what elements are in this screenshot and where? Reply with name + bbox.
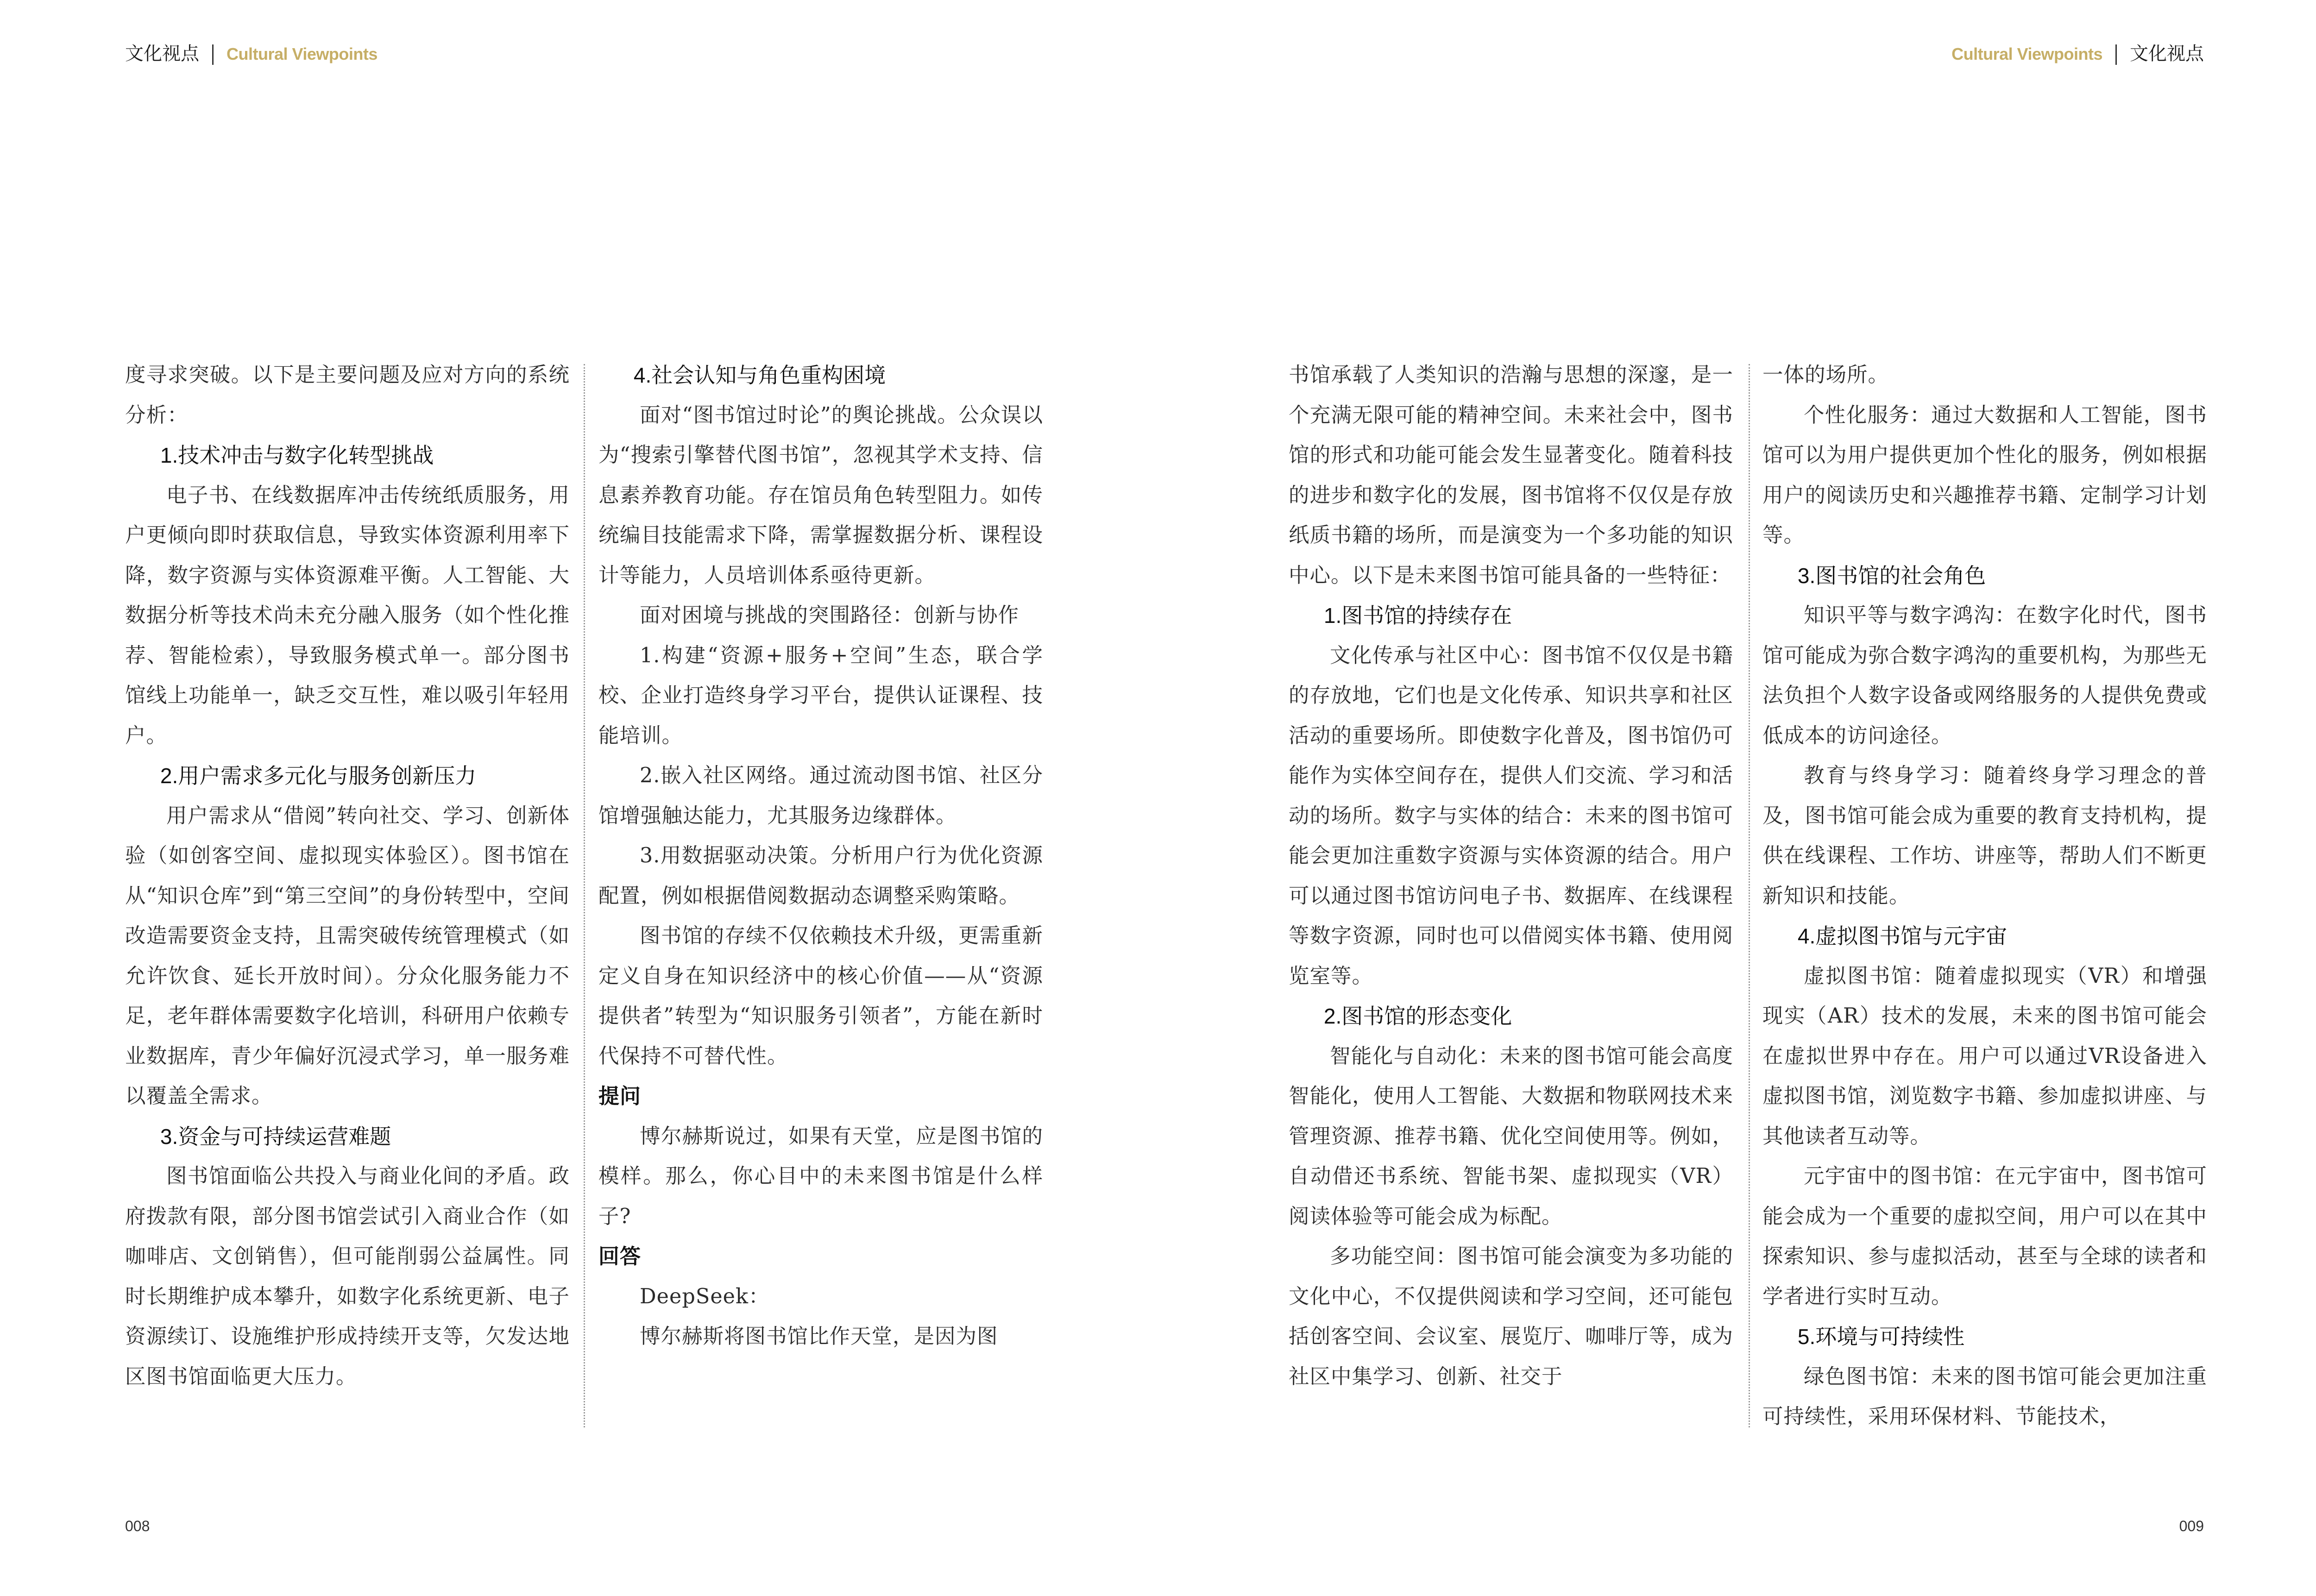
header-separator: [212, 44, 214, 65]
section-heading: 4.虚拟图书馆与元宇宙: [1797, 924, 2008, 948]
text-column-1: [125, 355, 570, 1397]
text-column-4: [1762, 355, 2207, 1437]
section-heading: 1.技术冲击与数字化转型挑战: [160, 443, 434, 467]
paragraph: 1.构建“资源+服务+空间”生态，联合学校、企业打造终身学习平台，提供认证课程、技能培训。: [598, 643, 1043, 748]
paragraph: 度寻求突破。以下是主要问题及应对方向的系统分析：: [125, 363, 570, 427]
paragraph: 绿色图书馆：未来的图书馆可能会更加注重可持续性，采用环保材料、节能技术，: [1762, 1364, 2207, 1428]
section-heading: 3.资金与可持续运营难题: [160, 1124, 391, 1149]
paragraph: 虚拟图书馆：随着虚拟现实（VR）和增强现实（AR）技术的发展，未来的图书馆可能会在虚拟世界中存在。用户可以通过VR设备进入虚拟图书馆，浏览数字书籍、参加虚拟讲座、与其他读者互动等。: [1762, 964, 2207, 1148]
paragraph: 教育与终身学习：随着终身学习理念的普及，图书馆可能会成为重要的教育支持机构，提供在线课程、工作坊、讲座等，帮助人们不断更新知识和技能。: [1762, 764, 2207, 908]
answer-text: 博尔赫斯将图书馆比作天堂，是因为图: [640, 1325, 998, 1348]
answer-author: DeepSeek：: [640, 1284, 770, 1308]
header-separator: [2115, 44, 2117, 65]
running-header-right: [1951, 40, 2204, 68]
paragraph: 2.嵌入社区网络。通过流动图书馆、社区分馆增强触达能力，尤其服务边缘群体。: [598, 764, 1043, 828]
paragraph: 个性化服务：通过大数据和人工智能，图书馆可以为用户提供更加个性化的服务，例如根据用户的阅读历史和兴趣推荐书籍、定制学习计划等。: [1762, 403, 2207, 547]
paragraph: 元宇宙中的图书馆：在元宇宙中，图书馆可能会成为一个重要的虚拟空间，用户可以在其中探索知识、参与虚拟活动，甚至与全球的读者和学者进行实时互动。: [1762, 1164, 2207, 1308]
paragraph: 3.用数据驱动决策。分析用户行为优化资源配置，例如根据借阅数据动态调整采购策略。: [598, 844, 1043, 908]
running-header-left: [125, 40, 378, 68]
section-heading: 2.图书馆的形态变化: [1323, 1004, 1512, 1028]
text-column-3: [1289, 355, 1733, 1397]
header-section-zh: 文化视点: [125, 44, 199, 64]
section-heading: 1.图书馆的持续存在: [1323, 603, 1512, 628]
question-label: 提问: [598, 1084, 642, 1108]
paragraph: 多功能空间：图书馆可能会演变为多功能的文化中心，不仅提供阅读和学习空间，还可能包括创客空间、会议室、展览厅、咖啡厅等，成为社区中集学习、创新、社交于: [1289, 1244, 1733, 1389]
paragraph: 一体的场所。: [1762, 363, 1889, 387]
section-heading: 2.用户需求多元化与服务创新压力: [160, 764, 477, 788]
question-text: 博尔赫斯说过，如果有天堂，应是图书馆的模样。那么，你心目中的未来图书馆是什么样子?: [598, 1124, 1043, 1228]
paragraph: 书馆承载了人类知识的浩瀚与思想的深邃，是一个充满无限可能的精神空间。未来社会中，图书馆的形式和功能可能会发生显著变化。随着科技的进步和数字化的发展，图书馆将不仅仅是存放纸质书籍的场所，而是演变为一个多功能的知识中心。以下是未来图书馆可能具备的一些特征：: [1289, 363, 1733, 587]
paragraph: 用户需求从“借阅”转向社交、学习、创新体验（如创客空间、虚拟现实体验区）。图书馆在从“知识仓库”到“第三空间”的身份转型中，空间改造需要资金支持，且需突破传统管理模式（如允许饮食、延长开放时间）。分众化服务能力不足，老年群体需要数字化培训，科研用户依赖专业数据库，青少年偏好沉浸式学习，单一服务难以覆盖全需求。: [125, 804, 570, 1108]
paragraph: 面对“图书馆过时论”的舆论挑战。公众误以为“搜索引擎替代图书馆”，忽视其学术支持、信息素养教育功能。存在馆员角色转型阻力。如传统编目技能需求下降，需掌握数据分析、课程设计等能力，人员培训体系亟待更新。: [598, 403, 1043, 587]
paragraph: 文化传承与社区中心：图书馆不仅仅是书籍的存放地，它们也是文化传承、知识共享和社区活动的重要场所。即使数字化普及，图书馆仍可能作为实体空间存在，提供人们交流、学习和活动的场所。数字与实体的结合：未来的图书馆可能会更加注重数字资源与实体资源的结合。用户可以通过图书馆访问电子书、数据库、在线课程等数字资源，同时也可以借阅实体书籍、使用阅览室等。: [1289, 643, 1733, 988]
header-section-en: Cultural Viewpoints: [227, 44, 378, 63]
paragraph: 面对困境与挑战的突围路径：创新与协作: [640, 603, 1020, 627]
page-number-left: 008: [125, 1518, 150, 1534]
text-column-2: [598, 355, 1043, 1357]
paragraph: 知识平等与数字鸿沟：在数字化时代，图书馆可能成为弥合数字鸿沟的重要机构，为那些无法负担个人数字设备或网络服务的人提供免费或低成本的访问途径。: [1762, 603, 2207, 748]
header-section-zh: 文化视点: [2130, 44, 2204, 64]
column-divider: [584, 364, 585, 1427]
section-heading: 3.图书馆的社会角色: [1797, 563, 1986, 588]
paragraph: 电子书、在线数据库冲击传统纸质服务，用户更倾向即时获取信息，导致实体资源利用率下降，数字资源与实体资源难平衡。人工智能、大数据分析等技术尚未充分融入服务（如个性化推荐、智能检索），导致服务模式单一。部分图书馆线上功能单一，缺乏交互性，难以吸引年轻用户。: [125, 483, 570, 748]
paragraph: 智能化与自动化：未来的图书馆可能会高度智能化，使用人工智能、大数据和物联网技术来管理资源、推荐书籍、优化空间使用等。例如，自动借还书系统、智能书架、虚拟现实（VR）阅读体验等可能会成为标配。: [1289, 1044, 1733, 1228]
answer-label: 回答: [598, 1244, 642, 1268]
page-number-right: 009: [2179, 1518, 2204, 1534]
section-heading: 5.环境与可持续性: [1797, 1325, 1965, 1349]
header-section-en: Cultural Viewpoints: [1951, 44, 2102, 63]
column-divider: [1749, 364, 1750, 1427]
paragraph: 图书馆面临公共投入与商业化间的矛盾。政府拨款有限，部分图书馆尝试引入商业合作（如咖啡店、文创销售），但可能削弱公益属性。同时长期维护成本攀升，如数字化系统更新、电子资源续订、设施维护形成持续开支等，欠发达地区图书馆面临更大压力。: [125, 1164, 570, 1389]
section-heading: 4.社会认知与角色重构困境: [633, 363, 886, 387]
paragraph: 图书馆的存续不仅依赖技术升级，更需重新定义自身在知识经济中的核心价值——从“资源提供者”转型为“知识服务引领者”，方能在新时代保持不可替代性。: [598, 924, 1043, 1068]
